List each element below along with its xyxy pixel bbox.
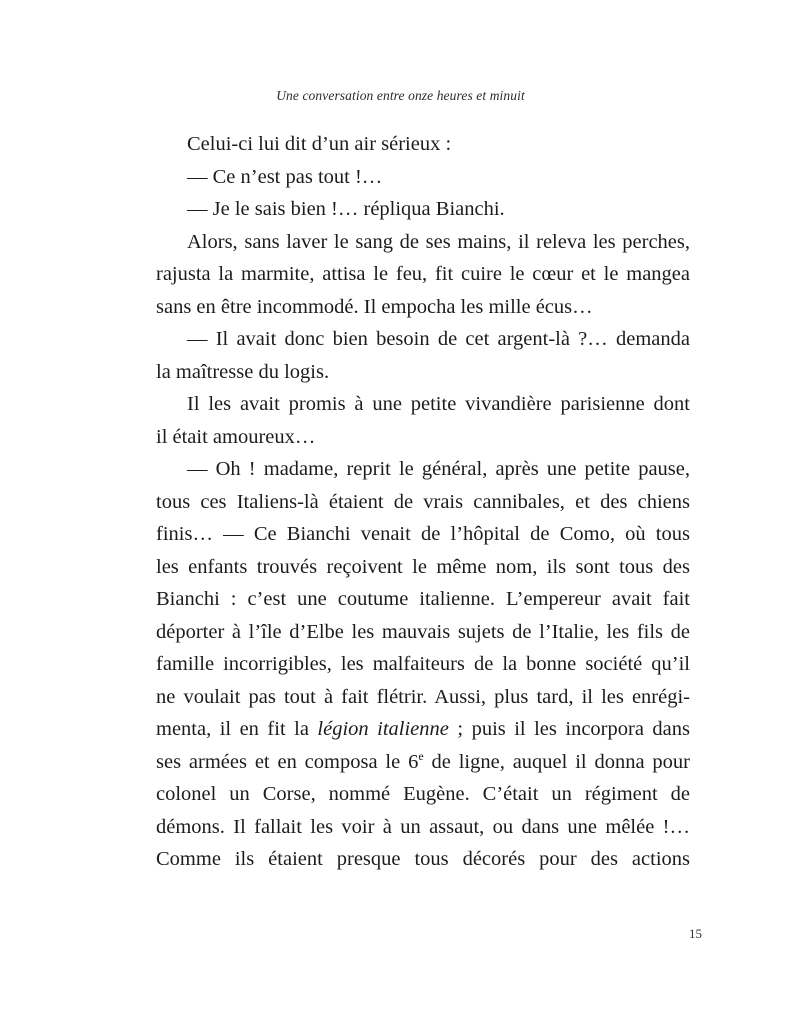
text-line: il était amoureux… [156, 425, 316, 448]
text-line [156, 713, 690, 746]
text-line: Comme ils étaient presque tous décorés pour des actions [156, 848, 690, 870]
text-line: — Oh ! madame, reprit le général, après une petite pause, [187, 458, 690, 480]
text-segment: ses armées et en composa le 6 [156, 750, 419, 773]
page-number: 15 [689, 926, 702, 941]
text-line: sans en être incommodé. Il empocha les mille écus… [156, 295, 593, 318]
text-line: finis… — Ce Bianchi venait de l’hôpital de Como, où tous [156, 523, 690, 545]
text-line: Alors, sans laver le sang de ses mains, il releva les perches, [187, 230, 690, 253]
text-line: déporter à l’île d’Elbe les mauvais sujets de l’Italie, les fils de [156, 620, 690, 643]
text-line: Bianchi : c’est une coutume italienne. L’empereur avait fait [156, 588, 690, 610]
body-text [156, 128, 690, 876]
text-line: — Il avait donc bien besoin de cet argent-là ?… demanda [187, 328, 690, 350]
superscript: e [418, 748, 424, 763]
text-line: Il les avait promis à une petite vivandière parisienne dont [187, 393, 690, 415]
text-line: les enfants trouvés reçoivent le même nom, ils sont tous des [156, 555, 690, 578]
italic-phrase: légion italienne [317, 718, 449, 740]
text-line: tous ces Italiens-là étaient de vrais cannibales, et des chiens [156, 490, 690, 513]
text-line [156, 746, 690, 779]
text-segment: ; puis il les incorpora dans [448, 718, 690, 740]
text-segment: de ligne, auquel il donna pour [423, 750, 690, 773]
text-segment: menta, il en fit la [156, 718, 318, 740]
text-line: démons. Il fallait les voir à un assaut, ou dans une mêlée !… [156, 815, 690, 838]
text-line: famille incorrigibles, les malfaiteurs de la bonne société qu’il [156, 653, 690, 675]
text-line: — Je le sais bien !… répliqua Bianchi. [187, 198, 505, 220]
text-line: rajusta la marmite, attisa le feu, fit cuire le cœur et le mangea [156, 263, 690, 285]
text-line: — Ce n’est pas tout !… [187, 165, 383, 188]
running-header: Une conversation entre onze heures et minuit [276, 88, 525, 103]
text-line: ne voulait pas tout à fait flétrir. Aussi, plus tard, il les enrégi- [156, 685, 690, 708]
text-line: la maîtresse du logis. [156, 360, 330, 383]
text-line: Celui-ci lui dit d’un air sérieux : [187, 133, 452, 155]
text-line: colonel un Corse, nommé Eugène. C’était un régiment de [156, 783, 690, 805]
